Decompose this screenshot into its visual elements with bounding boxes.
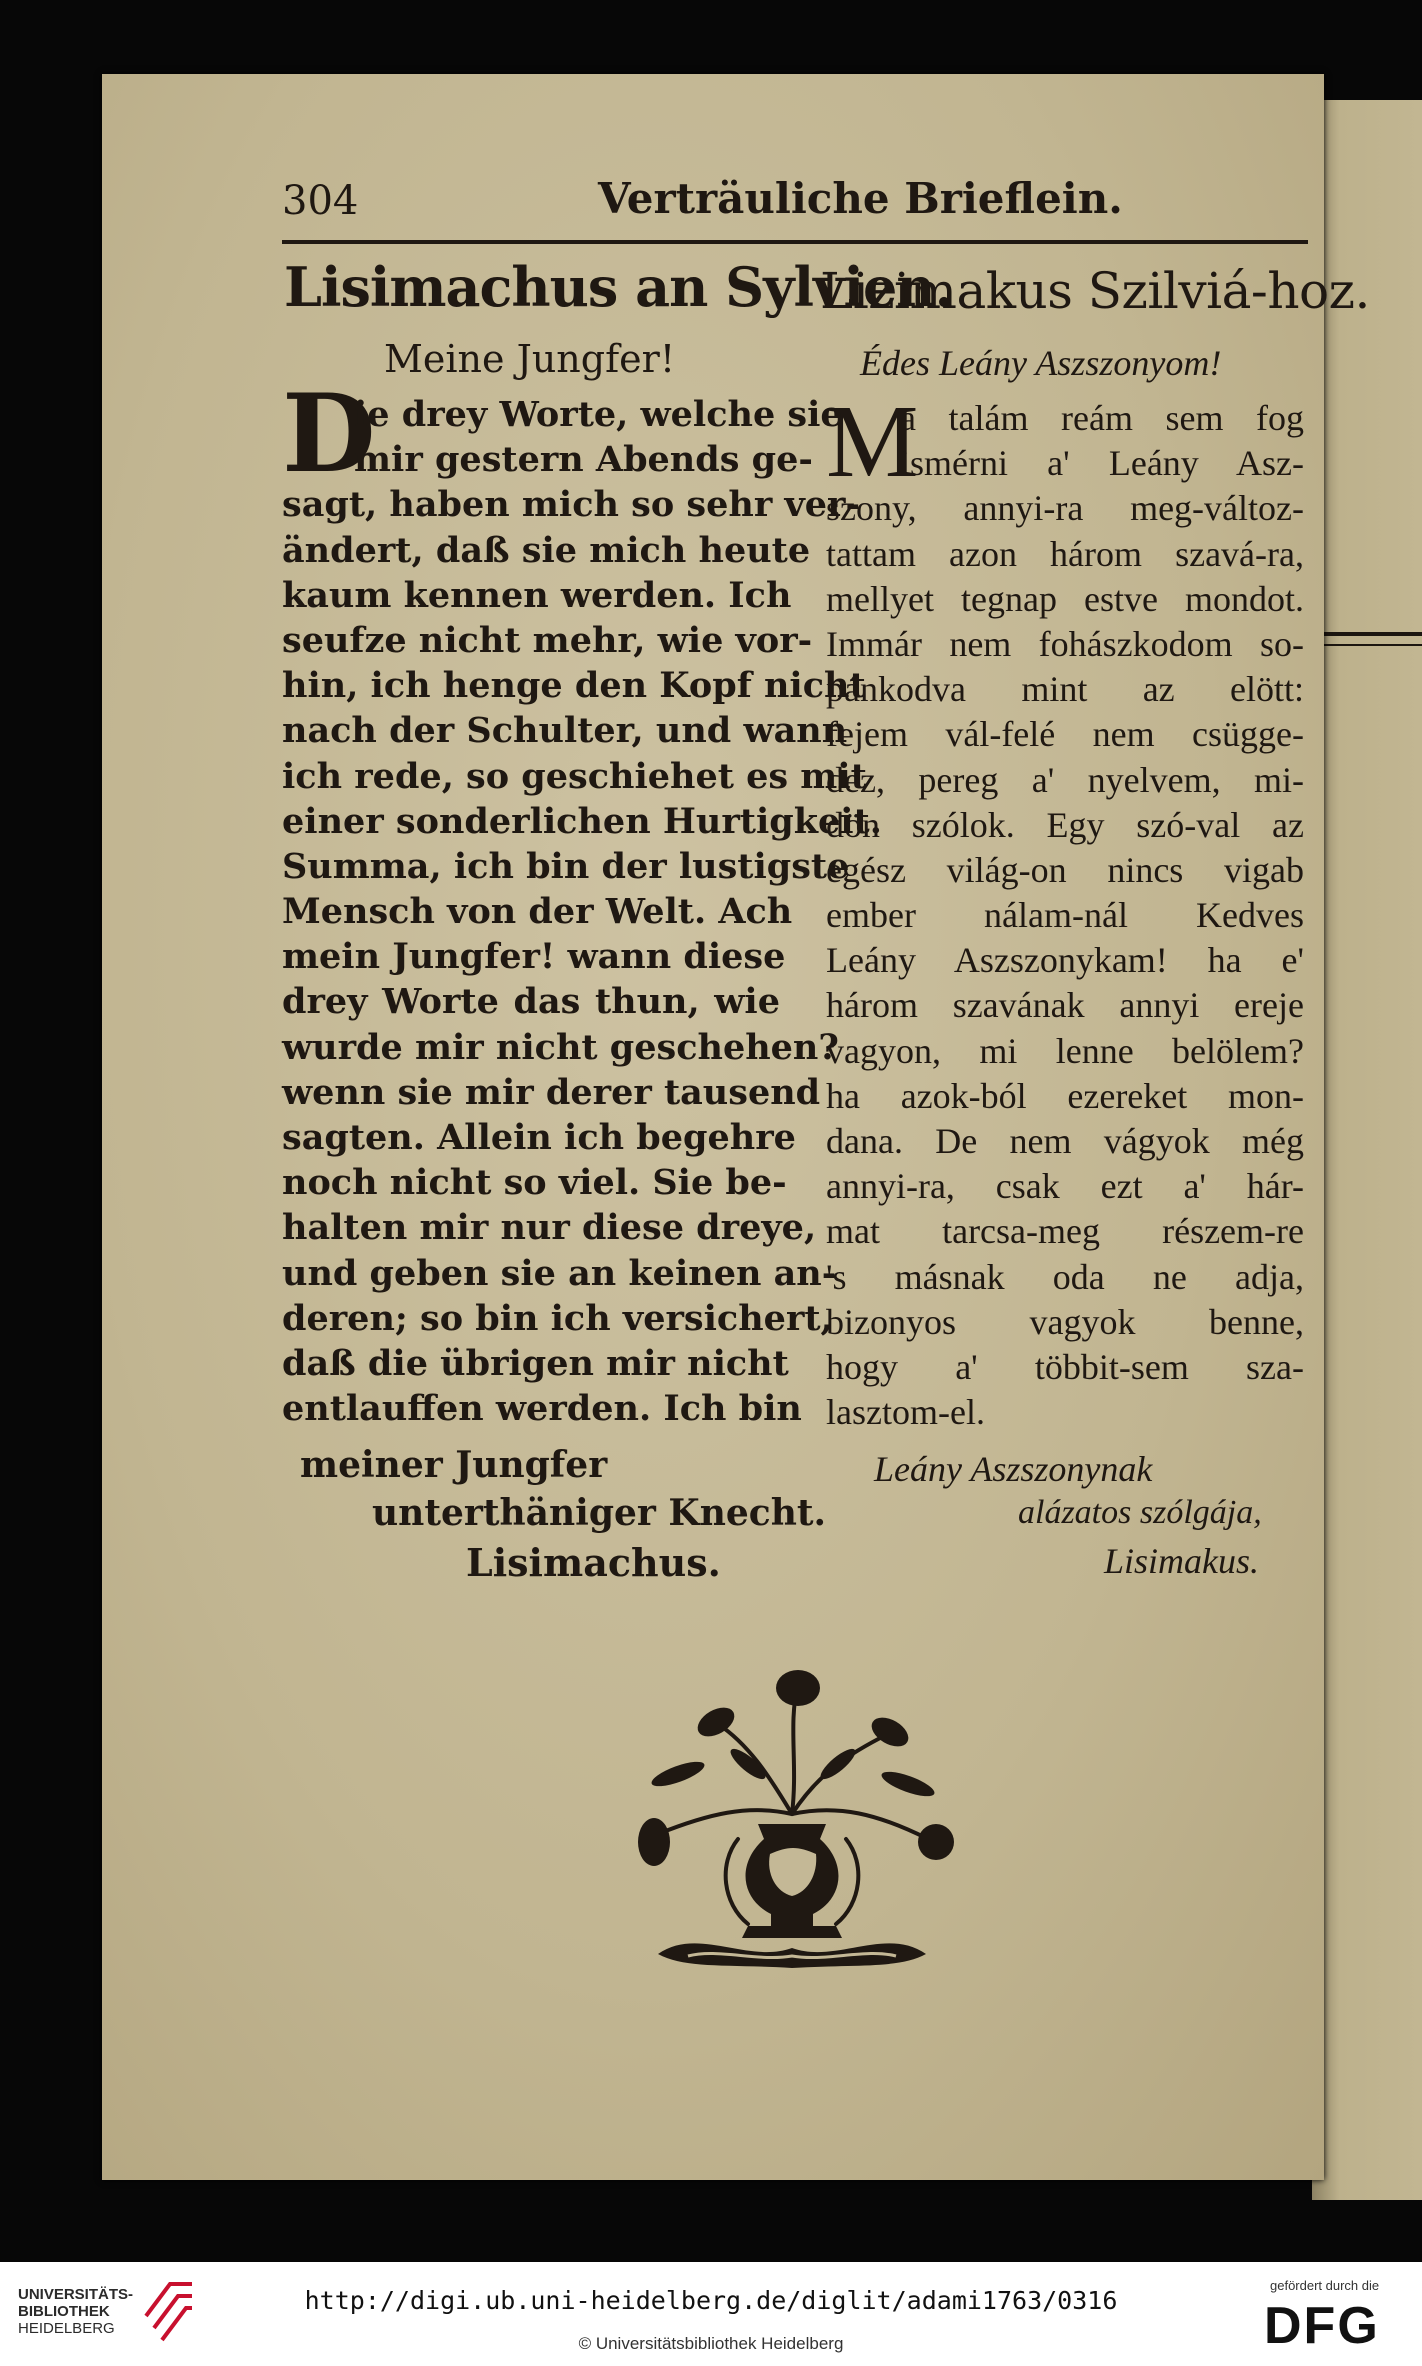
running-title: Verträuliche Brieflein. (598, 174, 1123, 223)
text-line: vagyon, mi lenne belölem? (826, 1030, 1304, 1071)
text-line: 's másnak oda ne adja, (826, 1256, 1304, 1297)
text-line: noch nicht so viel. Sie be- (282, 1162, 787, 1204)
funder-caption: gefördert durch die (1270, 2278, 1380, 2293)
adjacent-page-rule (1318, 632, 1422, 646)
text-line: dana. De nem vágyok még (826, 1121, 1304, 1161)
flower-vase-ornament (598, 1664, 986, 1976)
text-line: nach der Schulter, und wann (282, 710, 848, 752)
text-line: einer sonderlichen Hurtigkeit. (282, 800, 882, 842)
text-line: und geben sie an keinen an- (282, 1252, 837, 1294)
german-dropcap: D (282, 371, 376, 497)
page-number: 304 (282, 178, 359, 224)
hungarian-closing-line: alázatos szólgája, (1018, 1494, 1262, 1531)
logo-line: BIBLIOTHEK (18, 2303, 110, 2320)
text-line: a talám reám sem fog (900, 398, 1304, 438)
text-line: wenn sie mir derer tausend (282, 1071, 821, 1113)
logo-line: UNIVERSITÄTS- (18, 2286, 134, 2303)
hungarian-letter-heading: Lizimakus Szilviá-hoz. (820, 262, 1370, 320)
dfg-logo[interactable]: DFG (1264, 2297, 1380, 2355)
adjacent-page-edge (1312, 100, 1422, 2200)
text-line: kaum kennen werden. Ich (282, 574, 792, 616)
text-line: ember nálam-nál Kedves (826, 895, 1304, 936)
text-line: entlauffen werden. Ich bin (282, 1388, 802, 1430)
german-letter-body (282, 392, 882, 1431)
text-line: egész világ-on nincs vigab (826, 849, 1304, 890)
hungarian-signature: Lisimakus. (1104, 1541, 1260, 1581)
text-line: bizonyos vagyok benne, (826, 1301, 1304, 1342)
copyright-notice: © Universitätsbibliothek Heidelberg (578, 2334, 844, 2353)
text-line: dön szólok. Egy szó-val az (826, 804, 1304, 845)
text-line: Immár nem fohászkodom so- (826, 623, 1304, 664)
text-line: szony, annyi-ra meg-változ- (826, 488, 1304, 529)
german-signature: Lisimachus. (466, 1540, 721, 1585)
german-closing-line: meiner Jungfer (300, 1444, 608, 1486)
text-line: Summa, ich bin der lustigste (282, 845, 850, 887)
text-line: daß die übrigen mir nicht (282, 1342, 789, 1384)
hungarian-letter-body (826, 396, 1304, 1435)
text-line: ismérni a' Leány Asz- (900, 443, 1304, 484)
german-letter-heading: Lisimachus an Sylvien. (284, 255, 953, 319)
text-line: drey Worte das thun, wie (282, 981, 780, 1023)
text-line: mir gestern Abends ge- (354, 439, 813, 481)
text-line: ich rede, so geschiehet es mit (282, 755, 867, 797)
text-line: seufze nicht mehr, wie vor- (282, 619, 813, 661)
text-line: Mensch von der Welt. Ach (282, 891, 793, 933)
german-closing-line: unterthäniger Knecht. (372, 1492, 827, 1534)
text-line: hin, ich henge den Kopf nicht (282, 665, 866, 707)
text-line: ha azok-ból ezereket mon- (826, 1075, 1304, 1116)
hungarian-closing-line: Leány Aszszonynak (874, 1449, 1153, 1489)
hungarian-dropcap: M (826, 384, 919, 499)
text-line: pánkodva mint az elött: (826, 669, 1304, 710)
text-line: fejem vál-felé nem csügge- (826, 714, 1304, 755)
text-line: mat tarcsa-meg részem-re (826, 1211, 1304, 1252)
text-line: dez, pereg a' nyelvem, mi- (826, 759, 1304, 800)
text-line: lasztom-el. (826, 1392, 985, 1433)
text-line: sagt, haben mich so sehr ver- (282, 484, 861, 526)
header-rule (282, 240, 1308, 244)
text-line: három szavának annyi ereje (826, 985, 1304, 1026)
text-line: sagten. Allein ich begehre (282, 1117, 796, 1158)
logo-line: HEIDELBERG (18, 2320, 115, 2337)
text-line: ändert, daß sie mich heute (282, 529, 811, 571)
text-line: ie drey Worte, welche sie (354, 394, 843, 435)
text-line: tattam azon három szavá-ra, (826, 533, 1304, 574)
text-line: Leány Aszszonykam! ha e' (826, 940, 1304, 981)
german-salutation: Meine Jungfer! (384, 337, 676, 381)
text-line: mellyet tegnap estve mondot. (826, 578, 1304, 619)
text-line: hogy a' többit-sem sza- (826, 1346, 1304, 1387)
hungarian-salutation: Édes Leány Aszszonyom! (860, 343, 1222, 383)
text-line: annyi-ra, csak ezt a' hár- (826, 1166, 1304, 1207)
text-line: deren; so bin ich versichert, (282, 1297, 833, 1339)
text-line: wurde mir nicht geschehen? (282, 1026, 839, 1068)
text-line: mein Jungfer! wann diese (282, 936, 786, 978)
permalink-url[interactable]: http://digi.ub.uni-heidelberg.de/diglit/adami1763/0316 (304, 2286, 1118, 2315)
text-line: halten mir nur diese dreye, (282, 1207, 817, 1249)
